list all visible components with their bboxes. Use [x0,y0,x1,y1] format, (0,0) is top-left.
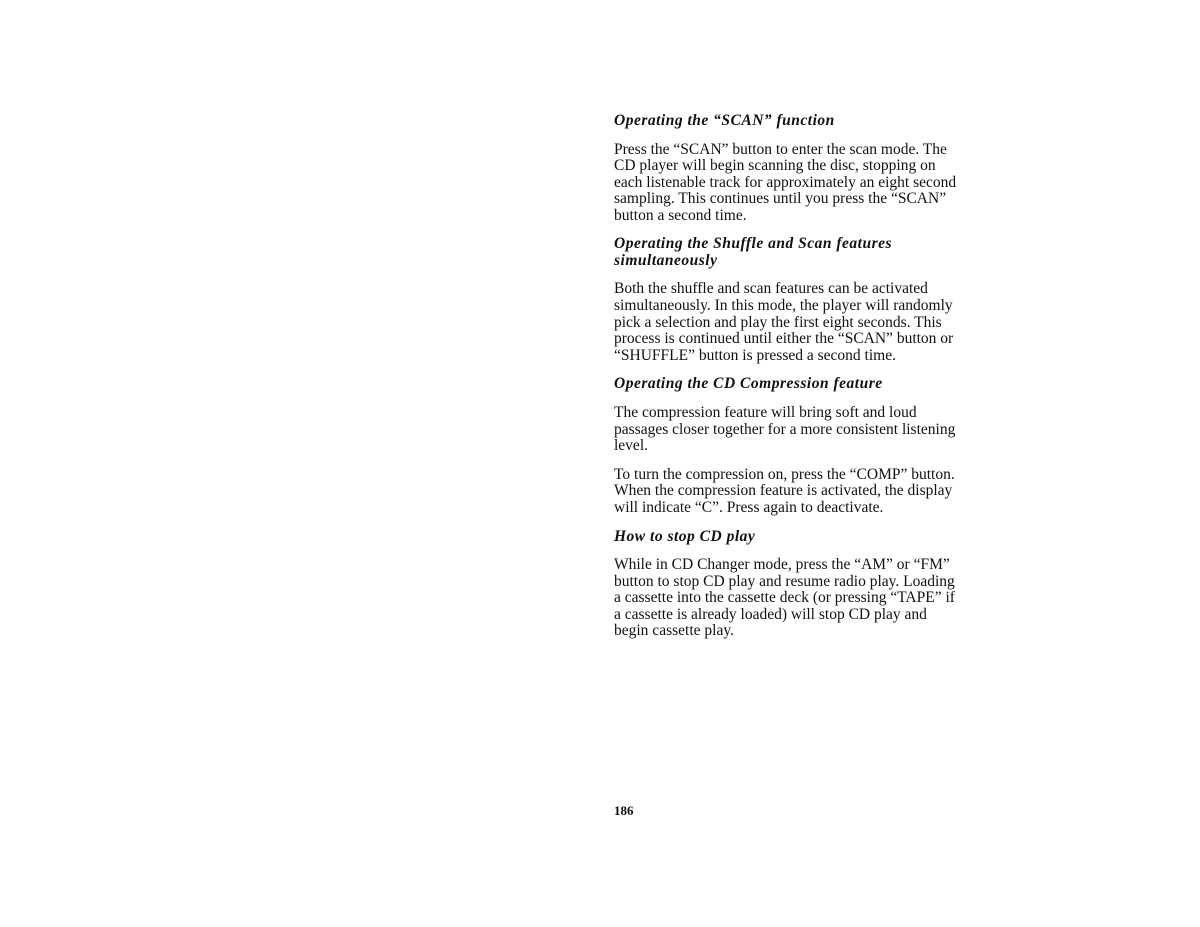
section-stop-cd-play [614,529,964,640]
section-paragraph: Press the “SCAN” button to enter the scan mode. The CD player will begin scanning the disc, stopping on each listenable track for approximately an eight second sampling. This continues until you press the “SCAN” button a second time. [614,140,957,224]
section-heading: Operating the Shuffle and Scan features simultaneously [614,235,893,269]
section-shuffle-scan [614,236,964,364]
section-paragraph: While in CD Changer mode, press the “AM” or “FM” button to stop CD play and resume radio play. Loading a cassette into the cassette deck (or pressing “TAPE” if a cassette is already loaded) will stop CD play and begin cassette play. [614,556,955,640]
page-number: 186 [614,803,634,818]
section-paragraph: Both the shuffle and scan features can be activated simultaneously. In this mode, the player will randomly pick a selection and play the first eight seconds. This process is continued until either the “SCAN” button or “SHUFFLE” button is pressed a second time. [614,280,954,364]
section-heading: How to stop CD play [614,527,756,545]
text-column [614,113,964,652]
section-heading: Operating the CD Compression feature [614,375,883,393]
section-cd-compression [614,376,964,516]
section-paragraph: To turn the compression on, press the “COMP” button. When the compression feature is activated, the display will indicate “C”. Press again to deactivate. [614,465,955,516]
section-paragraph: The compression feature will bring soft and loud passages closer together for a more consistent listening level. [614,403,956,455]
section-heading: Operating the “SCAN” function [614,112,835,129]
section-scan-function [614,113,964,224]
